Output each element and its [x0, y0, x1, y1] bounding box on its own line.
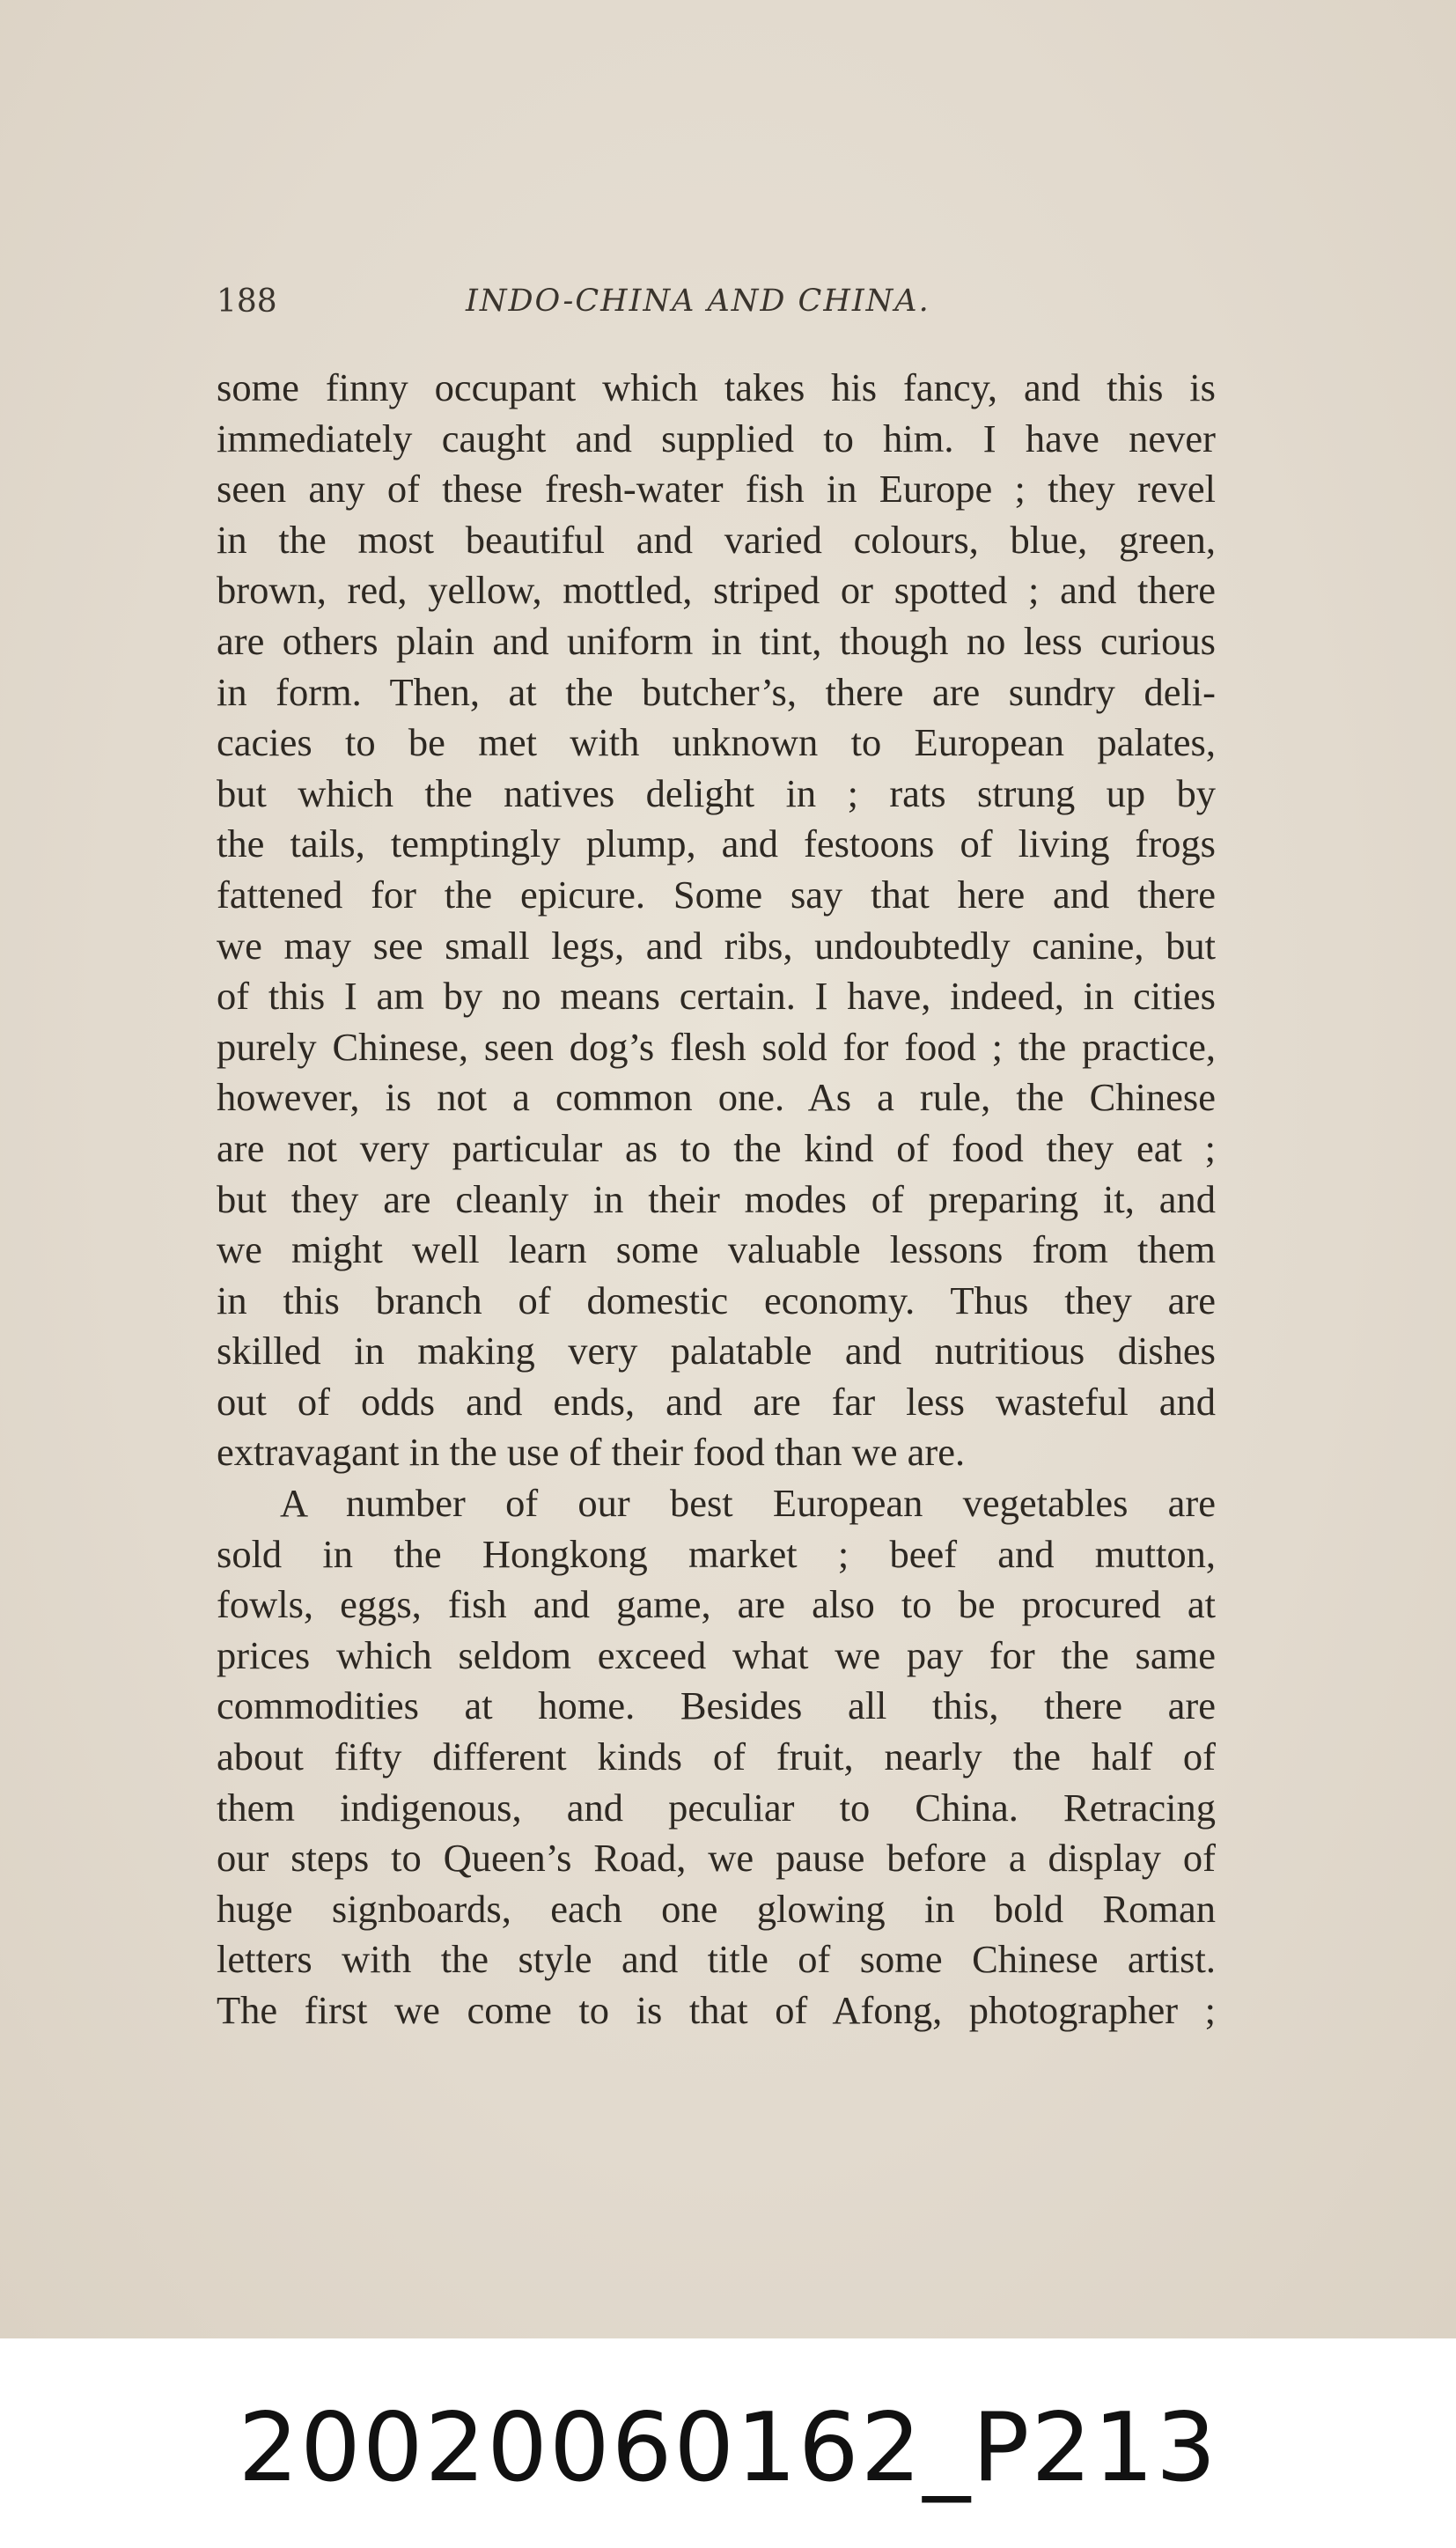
text-line: letters with the style and title of some Chinese artist.	[217, 1937, 1216, 1982]
text-line: however, is not a common one. As a rule, the Chinese	[217, 1075, 1216, 1120]
page-header	[217, 284, 1216, 336]
text-line: brown, red, yellow, mottled, striped or spotted ; and there	[217, 568, 1216, 613]
text-line: in this branch of domestic economy. Thus they are	[217, 1278, 1216, 1322]
text-line: cacies to be met with unknown to European palates,	[217, 720, 1216, 765]
text-line: seen any of these fresh-water fish in Europe ; they revel	[217, 467, 1216, 512]
text-line: in the most beautiful and varied colours, blue, green,	[217, 517, 1216, 562]
text-line: are others plain and uniform in tint, though no less curious	[217, 618, 1216, 663]
text-line: out of odds and ends, and are far less wasteful and	[217, 1379, 1216, 1424]
text-line: immediately caught and supplied to him. I have never	[217, 416, 1216, 460]
text-line: huge signboards, each one glowing in bold Roman	[217, 1886, 1216, 1931]
text-line: we might well learn some valuable lessons from them	[217, 1227, 1216, 1272]
text-line: some finny occupant which takes his fancy, and this is	[217, 365, 1216, 409]
page-number: 188	[217, 284, 277, 320]
text-line: purely Chinese, seen dog’s flesh sold for food ; the practice,	[217, 1024, 1216, 1069]
text-line: fattened for the epicure. Some say that here and there	[217, 872, 1216, 917]
text-line: prices which seldom exceed what we pay for the same	[217, 1632, 1216, 1677]
text-line: are not very particular as to the kind of food they eat ;	[217, 1125, 1216, 1170]
text-line: fowls, eggs, fish and game, are also to be procured at	[217, 1582, 1216, 1627]
text-line: our steps to Queen’s Road, we pause before a display of	[217, 1836, 1216, 1881]
body-text	[217, 363, 1216, 2036]
text-line: sold in the Hongkong market ; beef and mutton,	[217, 1531, 1216, 1576]
catalog-footer	[0, 2338, 1456, 2548]
paragraph-2	[217, 1478, 1216, 2036]
text-line: commodities at home. Besides all this, there are	[217, 1683, 1216, 1728]
text-line: but which the natives delight in ; rats strung up by	[217, 770, 1216, 815]
text-line: we may see small legs, and ribs, undoubtedly canine, but	[217, 923, 1216, 968]
text-line: in form. Then, at the butcher’s, there are sundry deli-	[217, 669, 1216, 714]
text-line: the tails, temptingly plump, and festoons of living frogs	[217, 821, 1216, 866]
text-line: extravagant in the use of their food than we are.	[217, 1430, 966, 1475]
text-line: of this I am by no means certain. I have, indeed, in cities	[217, 974, 1216, 1019]
text-line: about fifty different kinds of fruit, nearly the half of	[217, 1734, 1216, 1779]
text-line: The first we come to is that of Afong, photographer ;	[217, 1988, 1216, 2032]
catalog-id: 20020060162_P213	[238, 2393, 1218, 2503]
text-line: skilled in making very palatable and nutritious dishes	[217, 1329, 1216, 1373]
text-line: them indigenous, and peculiar to China. Retracing	[217, 1785, 1216, 1830]
text-line: A number of our best European vegetables are	[280, 1481, 1216, 1526]
text-line: but they are cleanly in their modes of preparing it, and	[217, 1176, 1216, 1221]
running-title: INDO-CHINA AND CHINA.	[466, 284, 930, 319]
paragraph-1	[217, 363, 1216, 1478]
